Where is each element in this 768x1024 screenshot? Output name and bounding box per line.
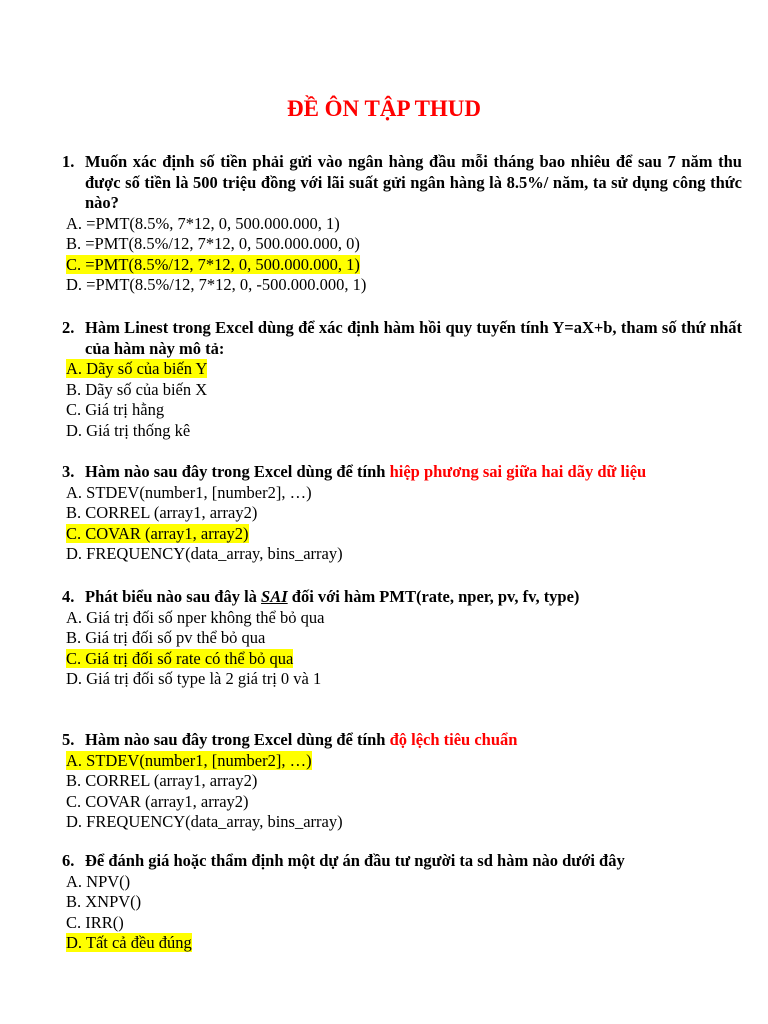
question-stem xyxy=(62,851,742,872)
option-d: D. Giá trị đối số type là 2 giá trị 0 và 1 xyxy=(66,669,322,688)
question-number: 5. xyxy=(62,730,75,749)
question-text-highlighted: hiệp phương sai giữa hai dãy dữ liệu xyxy=(389,462,647,481)
option-a: A. Dãy số của biến Y xyxy=(66,359,208,378)
option-d: D. Giá trị thống kê xyxy=(66,420,191,440)
option-b: B. Giá trị đối số pv thể bỏ qua xyxy=(66,628,266,647)
option-a: A. =PMT(8.5%, 7*12, 0, 500.000.000, 1) xyxy=(66,213,340,233)
option-d: D. FREQUENCY(data_array, bins_array) xyxy=(66,544,343,563)
option-b: B. CORREL (array1, array2) xyxy=(66,503,258,522)
option-b: B. Dãy số của biến X xyxy=(66,379,208,399)
question-stem xyxy=(62,730,742,751)
question-text: Phát biểu nào sau đây là xyxy=(85,587,262,606)
option-a: A. NPV() xyxy=(66,871,131,891)
option-a: A. STDEV(number1, [number2], …) xyxy=(66,750,312,770)
option-c: C. =PMT(8.5%/12, 7*12, 0, 500.000.000, 1) xyxy=(66,254,360,274)
question-2 xyxy=(62,318,742,441)
question-5 xyxy=(62,730,742,833)
question-number: 4. xyxy=(62,587,75,606)
option-c: C. Giá trị đối số rate có thể bỏ qua xyxy=(66,648,294,668)
option-c: C. Giá trị hằng xyxy=(66,400,165,419)
question-text: Để đánh giá hoặc thẩm định một dự án đầu tư người ta sd hàm nào dưới đây xyxy=(85,851,625,870)
option-c: C. IRR() xyxy=(66,912,124,932)
option-a: A. STDEV(number1, [number2], …) xyxy=(66,482,312,502)
question-number: 6. xyxy=(62,851,75,870)
option-b: B. XNPV() xyxy=(66,892,142,911)
option-c: C. COVAR (array1, array2) xyxy=(66,523,249,543)
question-text: Muốn xác định số tiền phải gửi vào ngân hàng đầu mỗi tháng bao nhiêu để sau 7 năm thu được số tiền là 500 triệu đồng với lãi suất gửi ngân hàng là 8.5%/ năm, ta sử dụng công thức nào? xyxy=(85,152,742,212)
question-stem xyxy=(62,152,742,214)
question-3 xyxy=(62,462,742,565)
question-6 xyxy=(62,851,742,954)
option-a: A. Giá trị đối số nper không thể bỏ qua xyxy=(66,607,325,627)
option-d: D. Tất cả đều đúng xyxy=(66,933,192,952)
question-number: 2. xyxy=(62,318,75,337)
page-title: ĐỀ ÔN TẬP THUD xyxy=(286,96,482,121)
option-d: D. FREQUENCY(data_array, bins_array) xyxy=(66,812,343,831)
option-b: B. =PMT(8.5%/12, 7*12, 0, 500.000.000, 0) xyxy=(66,234,360,253)
question-text: Hàm nào sau đây trong Excel dùng để tính xyxy=(85,462,390,481)
question-text: Hàm Linest trong Excel dùng để xác định hàm hồi quy tuyến tính Y=aX+b, tham số thứ nhất của hàm này mô tả: xyxy=(85,318,742,358)
option-b: B. CORREL (array1, array2) xyxy=(66,771,258,790)
question-text-highlighted: độ lệch tiêu chuẩn xyxy=(389,730,518,749)
question-text-rest: đối với hàm PMT(rate, nper, pv, fv, type) xyxy=(287,587,580,606)
option-c: C. COVAR (array1, array2) xyxy=(66,791,249,811)
question-text: Hàm nào sau đây trong Excel dùng để tính xyxy=(85,730,390,749)
question-stem xyxy=(62,462,742,483)
question-text-emphasis: SAI xyxy=(261,587,288,606)
question-number: 1. xyxy=(62,152,75,171)
question-stem xyxy=(62,318,742,359)
option-d: D. =PMT(8.5%/12, 7*12, 0, -500.000.000, 1) xyxy=(66,275,367,294)
question-stem xyxy=(62,587,742,608)
question-4 xyxy=(62,587,742,690)
question-1 xyxy=(62,152,742,296)
question-number: 3. xyxy=(62,462,75,481)
